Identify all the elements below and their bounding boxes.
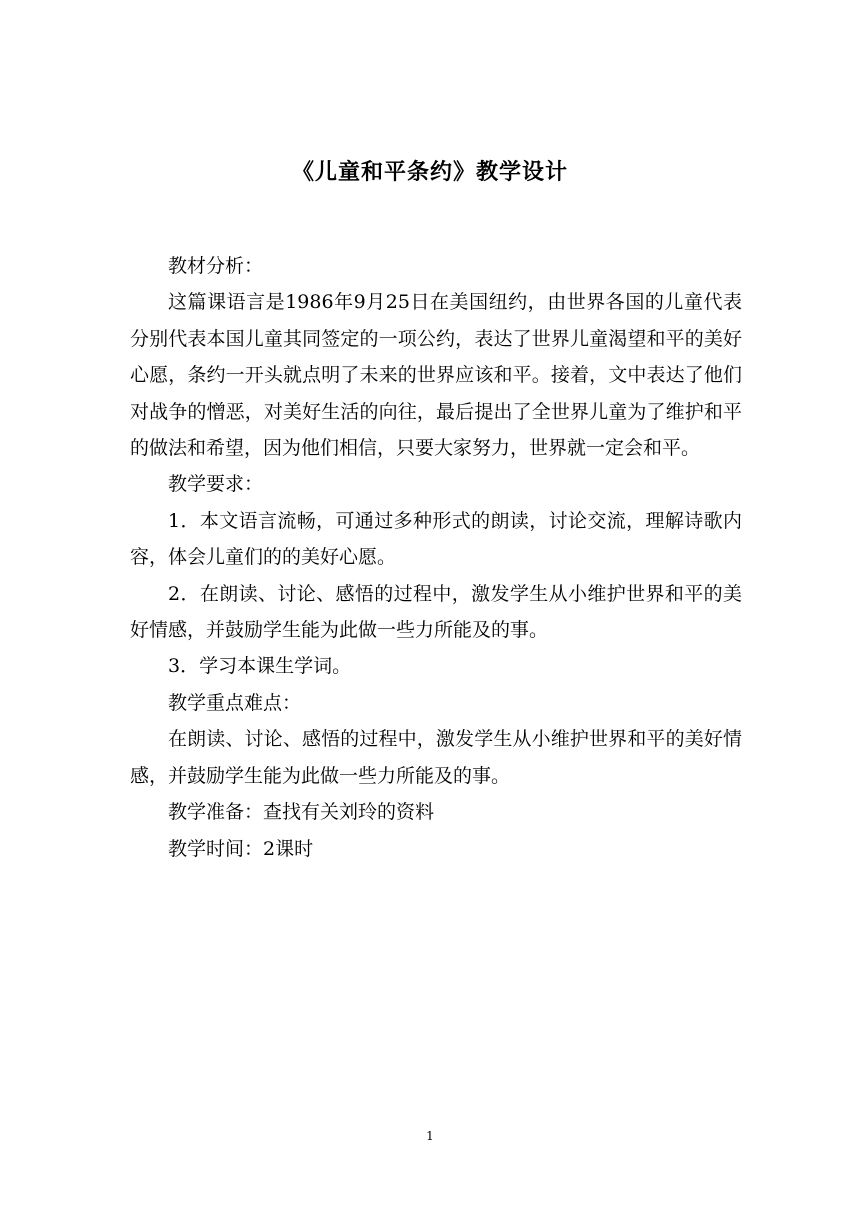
page-number: 1	[426, 1129, 434, 1143]
requirement-item-3: 3．学习本课生学词。	[168, 655, 352, 678]
section-heading-teaching-requirements: 教学要求：	[168, 473, 264, 496]
document-body	[130, 248, 742, 867]
section-heading-material-analysis: 教材分析：	[168, 255, 264, 277]
paragraph-key-points: 在朗读、讨论、感悟的过程中，激发学生从小维护世界和平的美好情感，并鼓励学生能为此做一些力所能及的事。	[130, 728, 742, 787]
requirement-item-1: 1．本文语言流畅，可通过多种形式的朗读，讨论交流，理解诗歌内容，体会儿童们的的美好心愿。	[130, 509, 742, 569]
teaching-time: 教学时间：2课时	[168, 837, 314, 860]
teaching-preparation: 教学准备：查找有关刘玲的资料	[168, 801, 435, 824]
requirement-item-2: 2．在朗读、讨论、感悟的过程中，激发学生从小维护世界和平的美好情感，并鼓励学生能为此做一些力所能及的事。	[130, 582, 742, 642]
paragraph-material-analysis: 这篇课语言是1986年9月25日在美国纽约，由世界各国的儿童代表分别代表本国儿童其同签定的一项公约，表达了世界儿童渴望和平的美好心愿，条约一开头就点明了未来的世界应该和平。接着，文中表达了他们对战争的憎恶，对美好生活的向往，最后提出了全世界儿童为了维护和平的做法和希望，因为他们相信，只要大家努力，世界就一定会和平。	[130, 291, 742, 460]
document-title: 《儿童和平条约》教学设计	[291, 159, 568, 185]
section-heading-key-points: 教学重点难点：	[168, 691, 302, 714]
